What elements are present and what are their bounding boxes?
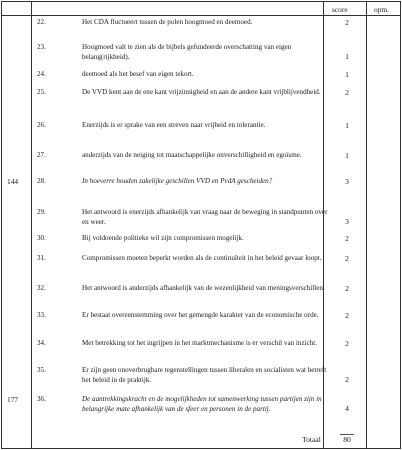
item-number: 28. — [37, 177, 46, 185]
item-score: 3 — [345, 177, 349, 186]
item-score: 1 — [345, 121, 349, 130]
item-score: 2 — [345, 339, 349, 348]
item-score: 2 — [345, 311, 349, 320]
item-text: Enerzijds is er sprake van een streven naar vrijheid en tolerantie. — [82, 121, 266, 129]
item-number: 32. — [37, 284, 46, 292]
item-score: 1 — [345, 151, 349, 160]
item-text: Er zijn geen onoverbrugbare tegenstellingen tussen liberalen en socialisten wat betreft het beleid in de praktijk. — [82, 366, 327, 384]
item-score: 2 — [345, 234, 349, 243]
item-number: 23. — [37, 43, 46, 51]
score-table — [1, 1, 401, 449]
item-text: deemoed als het besef van eigen tekort. — [82, 70, 194, 78]
item-number: 30. — [37, 234, 46, 242]
item-number: 26. — [37, 121, 46, 129]
header-score: score — [332, 5, 348, 14]
header-divider — [2, 15, 400, 16]
item-score: 1 — [345, 52, 349, 61]
item-number: 33. — [37, 311, 46, 319]
item-score: 2 — [345, 254, 349, 263]
item-number: 25. — [37, 88, 46, 96]
item-score: 2 — [345, 284, 349, 293]
item-number: 29. — [37, 208, 46, 216]
item-text: Het antwoord is enerzijds afhankelijk van vraag naar de beweging in standpunten over en weer. — [82, 208, 328, 226]
item-score: 1 — [345, 70, 349, 79]
total-score: 80 — [343, 435, 351, 444]
item-score: 3 — [345, 217, 349, 226]
header-opm: opm. — [374, 5, 389, 14]
item-text: Het antwoord is anderzijds afhankelijk van de wezenlijkheid van meningsverschillen. — [82, 284, 325, 292]
page-reference: 144 — [7, 177, 19, 186]
item-text: Met betrekking tot het ingrijpen in het marktmechanisme is er verschil van inzicht. — [82, 339, 318, 347]
item-text: In hoeverre houden zakelijke geschillen VVD en PvdA gescheiden? — [82, 177, 273, 185]
column-divider — [31, 2, 32, 448]
page-reference: 177 — [7, 395, 19, 404]
item-number: 31. — [37, 254, 46, 262]
item-number: 34. — [37, 339, 46, 347]
item-text: De VVD kent aan de ene kant vrijzinnigheid en aan de andere kant vrijblijvendheid. — [82, 88, 321, 96]
item-text: Compromissen moeten beperkt worden als de continuïteit in het beleid gevaar loopt. — [82, 254, 322, 262]
item-number: 24. — [37, 70, 46, 78]
item-score: 2 — [345, 375, 349, 384]
item-text: Hoogmoed valt te zien als de bijbels gefundeerde overschatting van eigen belang(rijkheid). — [82, 43, 292, 61]
item-text: De aantrekkingskracht en de mogelijkheden tot samenwerking tussen partijen zijn in belangrijke mate afhankelijk van de sfeer en personen in de partij. — [82, 395, 322, 413]
column-divider — [366, 2, 367, 448]
item-number: 35. — [37, 366, 46, 374]
item-score: 4 — [345, 404, 349, 413]
item-text: Bij voldoende politieke wil zijn compromissen mogelijk. — [82, 234, 244, 242]
item-text: Er bestaat overeenstemming over het gemengde karakter van de economische orde. — [82, 311, 319, 319]
item-number: 36. — [37, 395, 46, 403]
total-label: Totaal — [302, 435, 321, 444]
item-number: 27. — [37, 151, 46, 159]
item-score: 2 — [345, 88, 349, 97]
item-text: Het CDA fluctueert tussen de polen hoogmoed en deemoed. — [82, 18, 253, 26]
item-score: 2 — [345, 18, 349, 27]
item-text: anderzijds van de neiging tot maatschappelijke onverschilligheid en egoïsme. — [82, 151, 302, 159]
item-number: 22. — [37, 18, 46, 26]
